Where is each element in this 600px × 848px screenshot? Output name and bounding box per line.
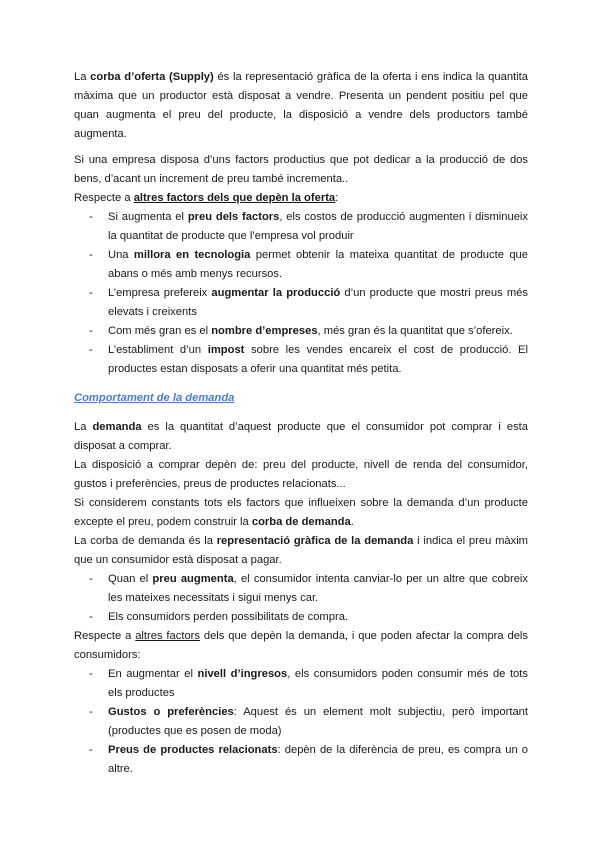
demand-representation-term: representació gràfica de la demanda xyxy=(216,535,414,547)
supply-other-factors-term: altres factors dels que depèn la oferta xyxy=(133,192,336,204)
demand-other-factors-term: altres factors xyxy=(135,630,200,642)
demand-other-factors-intro: Respecte a altres factors dels que depèn la demanda, i que poden afectar la compra dels consumidors: xyxy=(74,630,529,661)
demand-price-list xyxy=(74,570,528,627)
list-item: - Quan el preu augmenta, el consumidor intenta canviar-lo per un altre que cobreix les mateixes necessitats i sigui menys car. xyxy=(74,570,528,608)
demand-factors-list xyxy=(74,665,528,779)
supply-definition-paragraph: La corba d’oferta (Supply) és la representació gràfica de la oferta i ens indica la quantita màxima que un productor està disposat a vendre. Presenta un pendent positiu pel que quan augmenta el preu del producte, la disposició a vendre dels productors també augmenta. xyxy=(74,71,528,140)
demand-curve-paragraph: Si considerem constants tots els factors que influeixen sobre la demanda d’un producte excepte el preu, podem construir la corba de demanda. xyxy=(74,497,528,528)
document-page xyxy=(74,68,528,779)
demand-curve-term: corba de demanda xyxy=(251,516,351,528)
supply-curve-term: corba d’oferta (Supply) xyxy=(90,71,214,83)
supply-factors-paragraph: Si una empresa disposa d’uns factors productius que pot dedicar a la producció de dos bens, d’acant un increment de preu també incrementa.. xyxy=(74,154,528,185)
demand-disposition-paragraph: La disposició a comprar depèn de: preu del producte, nivell de renda del consumidor, gustos i preferències, preus de productes relacionats... xyxy=(74,459,528,490)
demand-definition-paragraph: La demanda es la quantitat d’aquest producte que el consumidor pot comprar i esta disposat a comprar. xyxy=(74,421,528,452)
demand-representation-paragraph: La corba de demanda és la representació gràfica de la demanda i indica el preu màxim que un consumidor està disposat a pagar. xyxy=(74,535,529,566)
list-item: - En augmentar el nivell d’ingresos, els consumidors poden consumir més de tots els productes xyxy=(74,665,528,703)
demand-heading-link[interactable]: Comportament de la demanda xyxy=(74,392,235,404)
list-item: - Preus de productes relacionats: depèn de la diferència de preu, es compra un o altre. xyxy=(74,741,528,779)
list-item: - Si augmenta el preu dels factors, els costos de producció augmenten i disminueix la quantitat de producte que l’empresa vol produir xyxy=(74,208,528,246)
demand-section-heading[interactable] xyxy=(74,389,528,408)
list-item: - L’empresa prefereix augmentar la producció d’un producte que mostri preus més elevats i creixents xyxy=(74,284,528,322)
list-item: - L’establiment d’un impost sobre les vendes encareix el cost de producció. El productes estan disposats a oferir una quantitat més petita. xyxy=(74,341,528,379)
demand-term: demanda xyxy=(92,421,142,433)
supply-other-factors-intro: Respecte a altres factors dels que depèn la oferta: xyxy=(74,192,339,204)
list-item: - Com més gran es el nombre d’empreses, més gran és la quantitat que s’ofereix. xyxy=(74,322,528,341)
list-item: - Gustos o preferències: Aquest és un element molt subjectiu, però important (productes que es posen de moda) xyxy=(74,703,528,741)
list-item: - Una millora en tecnologia permet obtenir la mateixa quantitat de producte que abans o més amb menys recursos. xyxy=(74,246,528,284)
supply-factors-list xyxy=(74,208,528,379)
list-item: - Els consumidors perden possibilitats de compra. xyxy=(74,608,528,627)
